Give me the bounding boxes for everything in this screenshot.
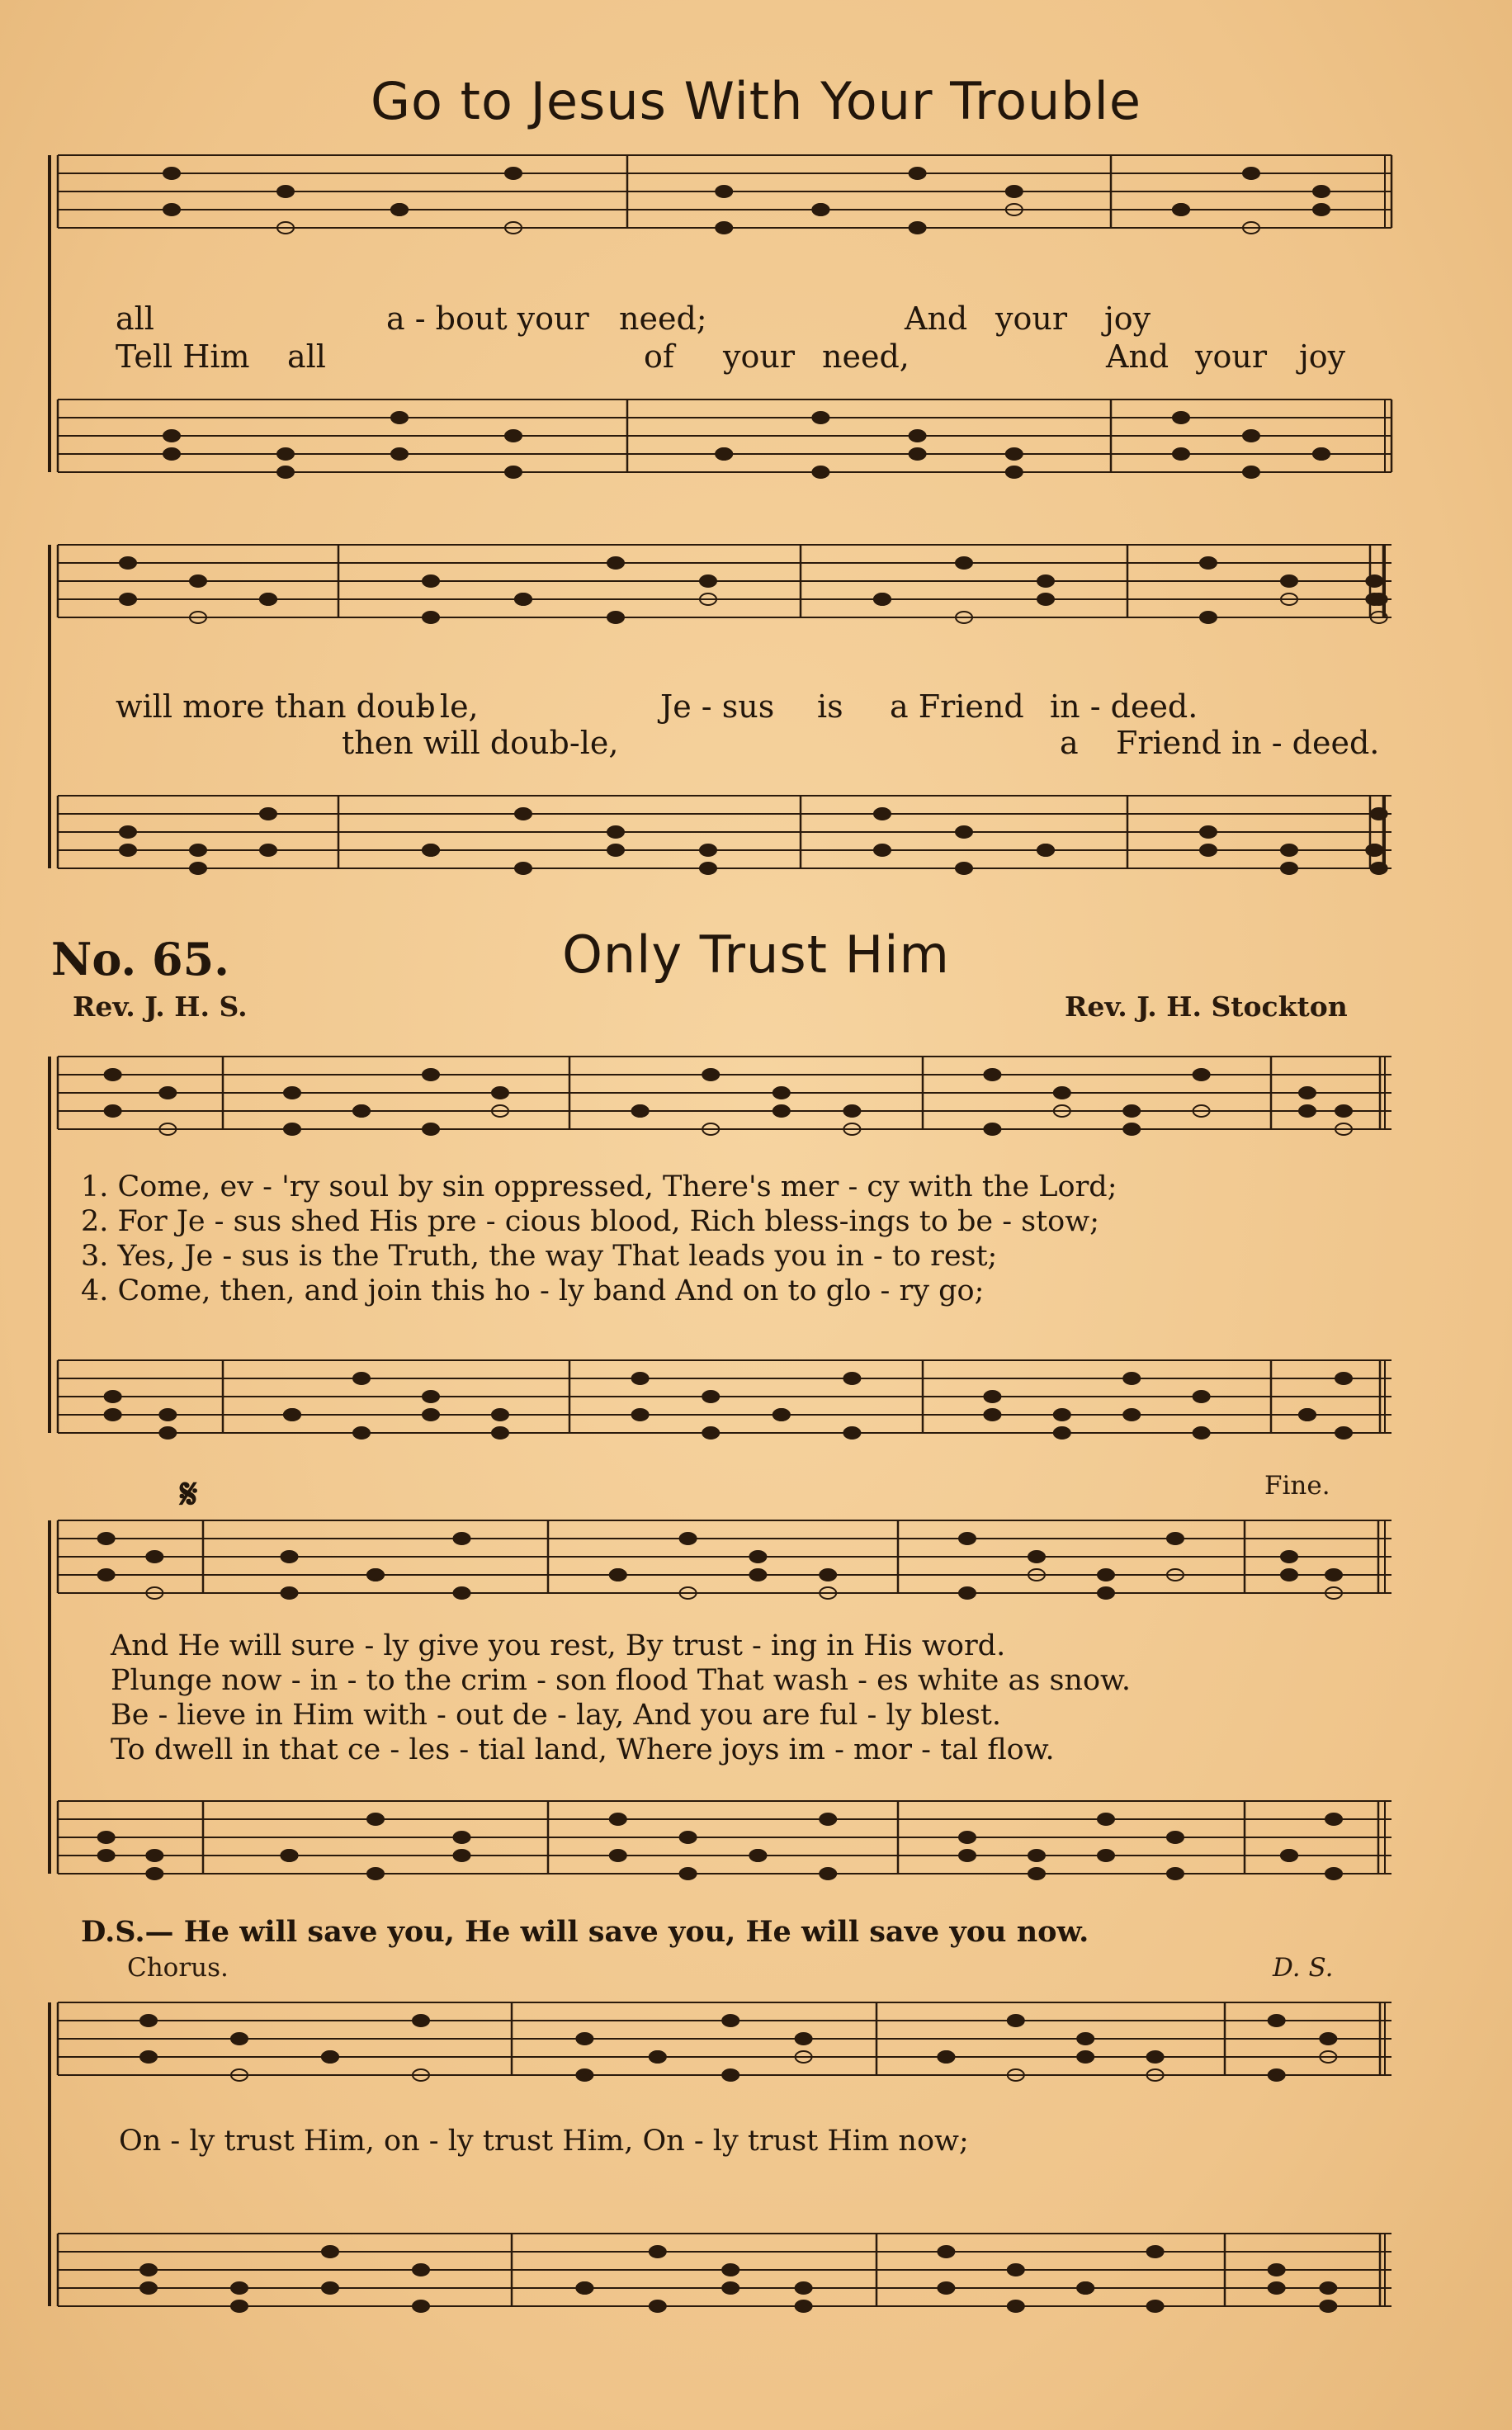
note-head: [956, 557, 972, 569]
note-head: [959, 1587, 976, 1599]
lyric: then will doub-le,: [342, 725, 619, 761]
note-head: [1269, 2264, 1285, 2276]
note-head: [515, 808, 532, 820]
verse-line: 4. Come, then, and join this ho - ly band And on to glo - ry go;: [81, 1274, 985, 1307]
lyric: And: [1106, 338, 1169, 375]
note-head: [140, 2282, 157, 2294]
lyric: Tell Him: [116, 338, 250, 375]
note-head: [120, 844, 136, 856]
note-head: [959, 1533, 976, 1544]
note-head: [607, 844, 624, 856]
note-head: [1281, 1850, 1297, 1861]
note-head: [1243, 430, 1259, 442]
note-head: [607, 557, 624, 569]
note-head: [576, 2069, 593, 2081]
verse-line: Be - lieve in Him with - out de - lay, And you are ful - ly blest.: [111, 1699, 1002, 1732]
note-head: [159, 1087, 176, 1099]
note-head: [260, 844, 276, 856]
note-head: [1320, 2033, 1336, 2045]
note-head: [98, 1850, 115, 1861]
note-head: [260, 593, 276, 605]
note-head: [281, 1587, 298, 1599]
note-head: [716, 448, 732, 460]
note-head: [1098, 1813, 1114, 1825]
note-head: [163, 168, 180, 179]
chorus-lyric-line: On - ly trust Him, on - ly trust Him, On - ly trust Him now;: [119, 2125, 969, 2158]
note-head: [1313, 204, 1330, 215]
note-head: [843, 1105, 860, 1117]
note-head: [1200, 612, 1217, 623]
note-head: [1147, 2246, 1164, 2257]
lyric: a Friend: [890, 688, 1024, 725]
note-head: [391, 412, 408, 423]
note-head: [632, 1373, 649, 1384]
note-head: [505, 168, 522, 179]
lyric: need,: [822, 338, 910, 375]
note-head: [140, 2264, 157, 2276]
note-head: [1054, 1087, 1070, 1099]
note-head: [353, 1427, 370, 1439]
note-head: [1008, 2015, 1024, 2026]
note-head: [322, 2051, 338, 2063]
note-head: [984, 1391, 1000, 1402]
note-head: [423, 1391, 439, 1402]
note-head: [1335, 1105, 1352, 1117]
note-head: [1335, 1427, 1352, 1439]
note-head: [146, 1868, 163, 1879]
note-head: [163, 430, 180, 442]
note-head: [1200, 557, 1217, 569]
note-head: [454, 1587, 470, 1599]
note-head: [820, 1868, 836, 1879]
lyric: all: [287, 338, 326, 375]
note-head: [391, 204, 408, 215]
note-head: [277, 448, 294, 460]
lyric: all: [116, 300, 154, 337]
lyric: is: [817, 688, 843, 725]
note-head: [610, 1850, 626, 1861]
note-head: [423, 844, 439, 856]
note-head: [680, 1533, 697, 1544]
note-head: [680, 1868, 697, 1879]
note-head: [231, 2033, 248, 2045]
note-head: [1123, 1373, 1140, 1384]
note-head: [1281, 575, 1297, 587]
note-head: [1008, 2264, 1024, 2276]
note-head: [796, 2282, 812, 2294]
note-head: [492, 1427, 508, 1439]
note-head: [1269, 2015, 1285, 2026]
ds-label: D. S.: [1273, 1953, 1334, 1983]
note-head: [1313, 448, 1330, 460]
note-head: [413, 2300, 429, 2312]
note-head: [938, 2282, 954, 2294]
note-head: [984, 1069, 1000, 1080]
hymn1-title: Go to Jesus With Your Trouble: [370, 71, 1142, 131]
note-head: [277, 466, 294, 478]
note-head: [938, 2051, 954, 2063]
note-head: [1098, 1569, 1114, 1581]
note-head: [1193, 1427, 1210, 1439]
note-head: [159, 1427, 176, 1439]
note-head: [98, 1569, 115, 1581]
note-head: [956, 863, 972, 874]
note-head: [1243, 168, 1259, 179]
note-head: [749, 1850, 766, 1861]
note-head: [1325, 1868, 1342, 1879]
note-head: [1269, 2069, 1285, 2081]
lyric: Friend in - deed.: [1116, 725, 1380, 761]
note-head: [1028, 1868, 1045, 1879]
lyric: a - bout your: [386, 300, 589, 337]
note-head: [1173, 412, 1189, 423]
note-head: [1193, 1391, 1210, 1402]
note-head: [773, 1105, 790, 1117]
note-head: [576, 2282, 593, 2294]
lyric: in - deed.: [1050, 688, 1198, 725]
note-head: [367, 1868, 384, 1879]
note-head: [1200, 826, 1217, 838]
note-head: [843, 1427, 860, 1439]
note-head: [820, 1569, 836, 1581]
note-head: [632, 1409, 649, 1421]
note-head: [1366, 575, 1382, 587]
note-head: [1173, 448, 1189, 460]
note-head: [190, 863, 206, 874]
note-head: [1147, 2300, 1164, 2312]
note-head: [722, 2282, 739, 2294]
note-head: [1077, 2282, 1094, 2294]
verse-line: And He will sure - ly give you rest, By trust - ing in His word.: [111, 1629, 1006, 1662]
note-head: [1123, 1409, 1140, 1421]
note-head: [796, 2033, 812, 2045]
note-head: [1077, 2051, 1094, 2063]
note-head: [700, 844, 716, 856]
note-head: [650, 2246, 666, 2257]
note-head: [140, 2051, 157, 2063]
lyric: - le,: [419, 688, 479, 725]
note-head: [874, 844, 891, 856]
note-head: [1320, 2282, 1336, 2294]
note-head: [773, 1087, 790, 1099]
note-head: [1037, 575, 1054, 587]
note-head: [454, 1850, 470, 1861]
note-head: [515, 863, 532, 874]
note-head: [190, 844, 206, 856]
note-head: [1299, 1105, 1316, 1117]
note-head: [796, 2300, 812, 2312]
note-head: [391, 448, 408, 460]
note-head: [702, 1427, 719, 1439]
note-head: [1006, 186, 1023, 197]
note-head: [1167, 1533, 1184, 1544]
note-head: [1366, 844, 1382, 856]
note-head: [1037, 844, 1054, 856]
note-head: [1281, 844, 1297, 856]
note-head: [322, 2282, 338, 2294]
note-head: [1098, 1587, 1114, 1599]
lyric: joy: [1299, 338, 1346, 375]
note-head: [423, 1069, 439, 1080]
note-head: [959, 1832, 976, 1843]
note-head: [700, 575, 716, 587]
note-head: [1147, 2051, 1164, 2063]
note-head: [281, 1850, 298, 1861]
note-head: [231, 2300, 248, 2312]
note-head: [716, 186, 732, 197]
note-head: [505, 430, 522, 442]
lyric: your: [995, 300, 1067, 337]
note-head: [607, 826, 624, 838]
lyric: of: [644, 338, 674, 375]
note-head: [159, 1409, 176, 1421]
note-head: [98, 1533, 115, 1544]
note-head: [322, 2246, 338, 2257]
note-head: [146, 1850, 163, 1861]
note-head: [632, 1105, 649, 1117]
note-head: [610, 1569, 626, 1581]
note-head: [413, 2264, 429, 2276]
lyric: need;: [619, 300, 707, 337]
note-head: [1006, 448, 1023, 460]
note-head: [1098, 1850, 1114, 1861]
note-head: [680, 1832, 697, 1843]
note-head: [1167, 1868, 1184, 1879]
note-head: [1123, 1105, 1140, 1117]
note-head: [1320, 2300, 1336, 2312]
note-head: [820, 1813, 836, 1825]
note-head: [284, 1087, 300, 1099]
music-credit: Rev. J. H. Stockton: [1065, 990, 1348, 1023]
lyric: Je - sus: [660, 688, 775, 725]
note-head: [576, 2033, 593, 2045]
note-head: [1037, 593, 1054, 605]
verse-line: 1. Come, ev - 'ry soul by sin oppressed, There's mer - cy with the Lord;: [81, 1170, 1117, 1203]
note-head: [120, 826, 136, 838]
hymn-number: No. 65.: [51, 933, 229, 986]
note-head: [413, 2015, 429, 2026]
note-head: [843, 1373, 860, 1384]
note-head: [812, 412, 829, 423]
note-head: [1054, 1427, 1070, 1439]
note-head: [1028, 1850, 1045, 1861]
note-head: [190, 575, 206, 587]
note-head: [959, 1850, 976, 1861]
note-head: [140, 2015, 157, 2026]
note-head: [938, 2246, 954, 2257]
lyric: joy: [1104, 300, 1151, 337]
lyric: And: [905, 300, 968, 337]
note-head: [1281, 863, 1297, 874]
ds-lyric-line: D.S.— He will save you, He will save you, He will save you now.: [81, 1915, 1089, 1949]
note-head: [702, 1391, 719, 1402]
note-head: [454, 1533, 470, 1544]
segno-sign: 𝄋: [180, 1469, 198, 1518]
note-head: [1299, 1087, 1316, 1099]
note-head: [353, 1373, 370, 1384]
note-head: [1193, 1069, 1210, 1080]
note-head: [607, 612, 624, 623]
note-head: [910, 222, 926, 234]
verse-line: To dwell in that ce - les - tial land, Where joys im - mor - tal flow.: [111, 1733, 1055, 1766]
lyric: your: [723, 338, 795, 375]
note-head: [367, 1813, 384, 1825]
note-head: [874, 808, 891, 820]
note-head: [984, 1123, 1000, 1135]
lyric: will more than doub: [116, 688, 436, 725]
verse-line: 3. Yes, Je - sus is the Truth, the way That leads you in - to rest;: [81, 1240, 998, 1273]
words-credit: Rev. J. H. S.: [73, 990, 248, 1023]
note-head: [105, 1069, 121, 1080]
note-head: [105, 1105, 121, 1117]
note-head: [284, 1409, 300, 1421]
note-head: [874, 593, 891, 605]
note-head: [610, 1813, 626, 1825]
note-head: [1299, 1409, 1316, 1421]
lyric: a: [1060, 725, 1079, 761]
note-head: [492, 1087, 508, 1099]
lyric: your: [1195, 338, 1267, 375]
note-head: [454, 1832, 470, 1843]
note-head: [120, 557, 136, 569]
note-head: [423, 1123, 439, 1135]
note-head: [722, 2015, 739, 2026]
note-head: [277, 186, 294, 197]
note-head: [716, 222, 732, 234]
hymn2-title: Only Trust Him: [562, 924, 950, 985]
note-head: [1325, 1813, 1342, 1825]
note-head: [505, 466, 522, 478]
note-head: [423, 612, 439, 623]
note-head: [1269, 2282, 1285, 2294]
note-head: [105, 1409, 121, 1421]
note-head: [1200, 844, 1217, 856]
note-head: [1281, 1569, 1297, 1581]
note-head: [1243, 466, 1259, 478]
note-head: [423, 1409, 439, 1421]
note-head: [722, 2264, 739, 2276]
note-head: [1167, 1832, 1184, 1843]
note-head: [163, 204, 180, 215]
chorus-label: Chorus.: [127, 1953, 229, 1983]
note-head: [773, 1409, 790, 1421]
note-head: [700, 863, 716, 874]
note-head: [1281, 1551, 1297, 1562]
note-head: [1123, 1123, 1140, 1135]
note-head: [98, 1832, 115, 1843]
note-head: [120, 593, 136, 605]
note-head: [984, 1409, 1000, 1421]
note-head: [146, 1551, 163, 1562]
verse-line: Plunge now - in - to the crim - son flood That wash - es white as snow.: [111, 1664, 1131, 1697]
note-head: [231, 2282, 248, 2294]
note-head: [281, 1551, 298, 1562]
note-head: [910, 430, 926, 442]
note-head: [1008, 2300, 1024, 2312]
note-head: [812, 466, 829, 478]
note-head: [284, 1123, 300, 1135]
note-head: [1054, 1409, 1070, 1421]
note-head: [1173, 204, 1189, 215]
note-head: [1077, 2033, 1094, 2045]
verse-line: 2. For Je - sus shed His pre - cious blood, Rich bless-ings to be - stow;: [81, 1205, 1100, 1238]
note-head: [910, 168, 926, 179]
note-head: [163, 448, 180, 460]
note-head: [749, 1569, 766, 1581]
note-head: [722, 2069, 739, 2081]
note-head: [650, 2300, 666, 2312]
note-head: [749, 1551, 766, 1562]
note-head: [956, 826, 972, 838]
note-head: [260, 808, 276, 820]
note-head: [105, 1391, 121, 1402]
note-head: [1028, 1551, 1045, 1562]
note-head: [1006, 466, 1023, 478]
note-head: [1325, 1569, 1342, 1581]
note-head: [1335, 1373, 1352, 1384]
note-head: [702, 1069, 719, 1080]
note-head: [423, 575, 439, 587]
note-head: [492, 1409, 508, 1421]
note-head: [910, 448, 926, 460]
fine-label: Fine.: [1264, 1471, 1330, 1501]
note-head: [1313, 186, 1330, 197]
